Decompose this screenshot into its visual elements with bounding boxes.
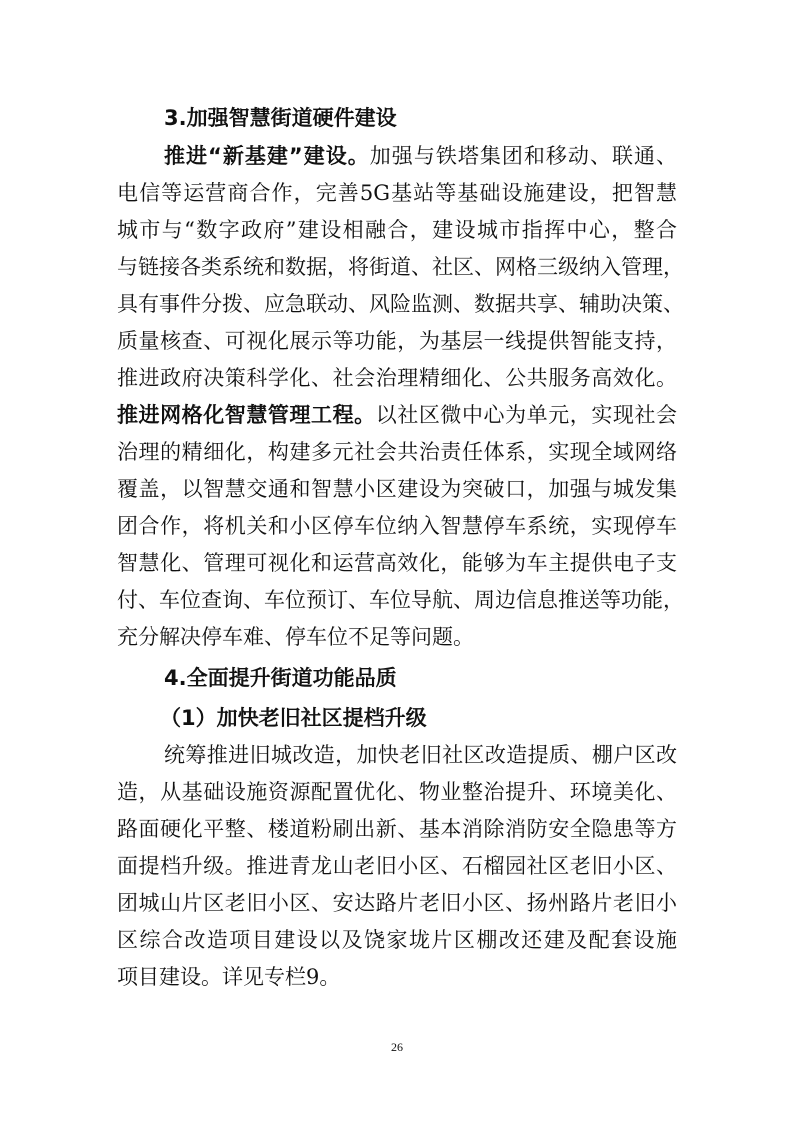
section-4-subheading: （1）加快老旧社区提档升级: [160, 706, 427, 730]
paragraph-line: 治理的精细化，构建多元社会共治责任体系，实现全域网络: [117, 440, 677, 464]
paragraph-line: 具有事件分拨、应急联动、风险监测、数据共享、辅助决策、: [117, 292, 684, 316]
paragraph-line: [164, 138, 677, 175]
paragraph-line: 团合作，将机关和小区停车位纳入智慧停车系统，实现停车: [117, 514, 677, 538]
paragraph-line: 路面硬化平整、楼道粉刷出新、基本消除消防安全隐患等方: [117, 817, 677, 841]
paragraph-line: 城市与“数字政府”建设相融合，建设城市指挥中心，整合: [117, 218, 677, 242]
paragraph-line: 推进政府决策科学化、社会治理精细化、公共服务高效化。: [117, 366, 677, 390]
paragraph-lead: 推进网格化智慧管理工程。: [117, 403, 376, 427]
paragraph-text: 以社区微中心为单元，实现社会: [375, 403, 678, 427]
paragraph-line: 项目建设。详见专栏9。: [117, 965, 341, 989]
paragraph-line: 团城山片区老旧小区、安达路片老旧小区、扬州路片老旧小: [117, 891, 677, 915]
paragraph-line: 智慧化、管理可视化和运营高效化，能够为车主提供电子支: [117, 551, 677, 575]
paragraph-line: 区综合改造项目建设以及饶家垅片区棚改还建及配套设施: [117, 928, 677, 952]
paragraph-line: 统筹推进旧城改造，加快老旧社区改造提质、棚户区改: [164, 743, 677, 767]
paragraph-line: 电信等运营商合作，完善5G基站等基础设施建设，把智慧: [117, 181, 677, 205]
section-3-heading: 3.加强智慧街道硬件建设: [164, 106, 397, 130]
paragraph-line: 覆盖，以智慧交通和智慧小区建设为突破口，加强与城发集: [117, 477, 677, 501]
page-number: 26: [391, 1040, 403, 1054]
section-4-heading: 4.全面提升街道功能品质: [164, 666, 397, 690]
paragraph-line: 付、车位查询、车位预订、车位导航、周边信息推送等功能，: [117, 588, 684, 612]
paragraph-line: 造，从基础设施资源配置优化、物业整治提升、环境美化、: [117, 780, 677, 804]
paragraph-line: [117, 397, 677, 434]
paragraph-line: 质量核查、可视化展示等功能，为基层一线提供智能支持，: [117, 329, 677, 353]
paragraph-lead: 推进“新基建”建设。: [164, 144, 370, 168]
paragraph-line: 与链接各类系统和数据，将街道、社区、网格三级纳入管理，: [117, 255, 684, 279]
paragraph-text: 加强与铁塔集团和移动、联通、: [369, 144, 678, 168]
paragraph-line: 面提档升级。推进青龙山老旧小区、石榴园社区老旧小区、: [117, 854, 677, 878]
paragraph-line: 充分解决停车难、停车位不足等问题。: [117, 625, 474, 649]
